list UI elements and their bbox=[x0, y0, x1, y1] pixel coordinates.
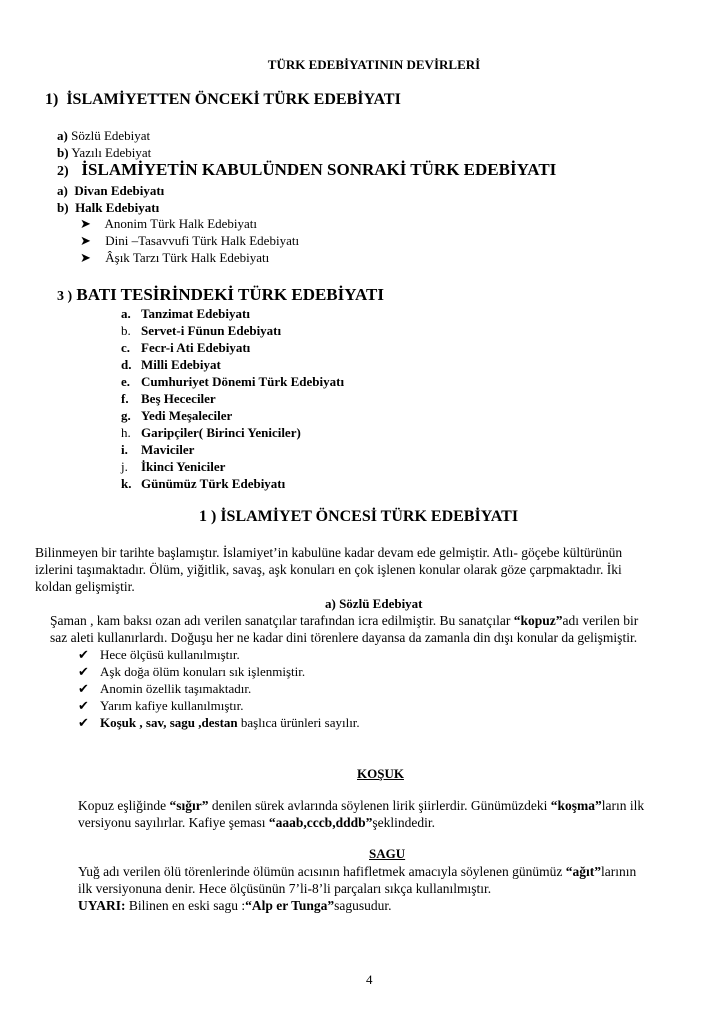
section3-item bbox=[121, 408, 232, 424]
chapter-title-text: 1 ) İSLAMİYET ÖNCESİ TÜRK EDEBİYATI bbox=[199, 508, 519, 525]
kosuk-text: şeklindedir. bbox=[372, 815, 435, 830]
section3-heading bbox=[57, 285, 384, 305]
item-text: Fecr-i Ati Edebiyatı bbox=[141, 340, 251, 355]
section3-number: 3 ) bbox=[57, 289, 73, 304]
item-marker: e. bbox=[121, 374, 131, 389]
kosuk-term: “koşma” bbox=[550, 798, 602, 813]
section2-item bbox=[57, 200, 159, 216]
item-text: Halk Edebiyatı bbox=[75, 200, 160, 215]
subitem-text: Âşık Tarzı Türk Halk Edebiyatı bbox=[105, 250, 270, 265]
item-text: Beş Hececiler bbox=[141, 391, 216, 406]
kosuk-text: versiyonu sayılırlar. Kafiye şeması bbox=[78, 815, 269, 830]
section3-item bbox=[121, 476, 285, 492]
check-term: Koşuk , sav, sagu ,destan bbox=[100, 715, 238, 730]
section3-item bbox=[121, 323, 281, 339]
item-text: Yedi Meşaleciler bbox=[141, 408, 233, 423]
item-text: Sözlü Edebiyat bbox=[71, 128, 151, 143]
sozlu-text: adı verilen bir bbox=[562, 613, 639, 628]
section3-item bbox=[121, 391, 216, 407]
item-marker: a) bbox=[57, 183, 68, 198]
check-text: başlıca ürünleri sayılır. bbox=[237, 715, 360, 730]
page-title bbox=[0, 57, 728, 73]
item-marker: a) bbox=[57, 128, 68, 143]
section2-title: İSLAMİYETİN KABULÜNDEN SONRAKİ TÜRK EDEBİYATI bbox=[81, 160, 557, 179]
page-title-text: TÜRK EDEBİYATININ DEVİRLERİ bbox=[267, 57, 481, 72]
chapter-title bbox=[199, 508, 518, 526]
section3-item bbox=[121, 306, 250, 322]
section3-item bbox=[121, 340, 250, 356]
page-number: 4 bbox=[366, 972, 373, 987]
section3-title: BATI TESİRİNDEKİ TÜRK EDEBİYATI bbox=[76, 285, 384, 304]
intro-line: izlerini taşımaktadır. Ölüm, yiğitlik, savaş, aşk konuları en çok işlenen konular olarak göze çarpmaktadır. İki bbox=[35, 562, 622, 577]
item-text: İkinci Yeniciler bbox=[141, 459, 226, 474]
section1-title: İSLAMİYETTEN ÖNCEKİ TÜRK EDEBİYATI bbox=[66, 91, 401, 108]
kosuk-text: ların ilk bbox=[601, 798, 645, 813]
check-text: Anomin özellik taşımaktadır. bbox=[100, 681, 252, 696]
kosuk-term: “sığır” bbox=[169, 798, 209, 813]
kosuk-line bbox=[78, 798, 728, 814]
item-text: Günümüz Türk Edebiyatı bbox=[141, 476, 286, 491]
kosuk-text: Kopuz eşliğinde bbox=[78, 798, 170, 813]
subitem-text: Anonim Türk Halk Edebiyatı bbox=[104, 216, 258, 231]
sagu-heading: SAGU bbox=[369, 846, 406, 861]
kosuk-text: denilen sürek avlarında söylenen lirik şiirlerdir. Günümüzdeki bbox=[208, 798, 551, 813]
halk-subitem bbox=[80, 233, 299, 249]
sozlu-line: saz aleti kullanırlardı. Doğuşu her ne kadar dini törenlere dayansa da zamanla din dışı konular da gelişmiştir. bbox=[50, 630, 638, 645]
item-text: Yazılı Edebiyat bbox=[71, 145, 152, 160]
item-marker: d. bbox=[121, 357, 132, 372]
item-marker: b) bbox=[57, 200, 69, 215]
item-marker: f. bbox=[121, 391, 129, 406]
item-text: Tanzimat Edebiyatı bbox=[141, 306, 250, 321]
sozlu-term: “kopuz” bbox=[513, 613, 563, 628]
sagu-term: “ağıt” bbox=[565, 864, 601, 879]
sozlu-line bbox=[50, 613, 710, 629]
section1-item bbox=[57, 128, 150, 144]
check-item bbox=[78, 698, 243, 714]
warning-label: UYARI: bbox=[78, 898, 126, 913]
item-marker: b. bbox=[121, 323, 131, 338]
check-text: Yarım kafiye kullanılmıştır. bbox=[100, 698, 244, 713]
section3-item bbox=[121, 357, 221, 373]
arrow-bullet-icon: ➤ bbox=[80, 250, 91, 265]
item-text: Cumhuriyet Dönemi Türk Edebiyatı bbox=[141, 374, 345, 389]
item-text: Maviciler bbox=[141, 442, 195, 457]
item-marker: c. bbox=[121, 340, 131, 355]
sozlu-text: Şaman , kam baksı ozan adı verilen sanatçılar tarafından icra edilmiştir. Bu sanatçılar bbox=[50, 613, 514, 628]
section2-item bbox=[57, 183, 164, 199]
check-item bbox=[78, 715, 360, 731]
check-item bbox=[78, 647, 240, 663]
intro-line: Bilinmeyen bir tarihte başlamıştır. İslamiyet’in kabulüne kadar devam ede gelmiştir. Atlı- göçebe kültürünün bbox=[35, 545, 623, 560]
item-marker: i. bbox=[121, 442, 128, 457]
check-text: Aşk doğa ölüm konuları sık işlenmiştir. bbox=[100, 664, 306, 679]
item-text: Milli Edebiyat bbox=[141, 357, 221, 372]
sagu-line bbox=[78, 864, 728, 880]
check-bullet-icon: ✔ bbox=[78, 681, 89, 696]
intro-line: koldan gelişmiştir. bbox=[35, 579, 135, 594]
check-bullet-icon: ✔ bbox=[78, 664, 89, 679]
arrow-bullet-icon: ➤ bbox=[80, 233, 91, 248]
section2-heading bbox=[57, 160, 556, 180]
section1-number: 1) bbox=[45, 91, 59, 108]
item-text: Servet-i Fünun Edebiyatı bbox=[141, 323, 282, 338]
section1-heading bbox=[45, 91, 401, 109]
section3-item bbox=[121, 442, 194, 458]
subitem-text: Dini –Tasavvufi Türk Halk Edebiyatı bbox=[105, 233, 300, 248]
item-text: Divan Edebiyatı bbox=[74, 183, 165, 198]
kosuk-heading: KOŞUK bbox=[357, 766, 404, 781]
warning-text: sagusudur. bbox=[334, 898, 392, 913]
check-bullet-icon: ✔ bbox=[78, 715, 89, 730]
check-bullet-icon: ✔ bbox=[78, 647, 89, 662]
warning-term: “Alp er Tunga” bbox=[245, 898, 335, 913]
arrow-bullet-icon: ➤ bbox=[80, 216, 91, 231]
sagu-text: Yuğ adı verilen ölü törenlerinde ölümün acısının hafifletmek amacıyla söylenen günümüz bbox=[78, 864, 566, 879]
section2-number: 2) bbox=[57, 164, 69, 179]
section3-item bbox=[121, 374, 344, 390]
kosuk-line bbox=[78, 815, 728, 831]
sozlu-heading: a) Sözlü Edebiyat bbox=[325, 596, 423, 611]
item-marker: b) bbox=[57, 145, 69, 160]
section3-item bbox=[121, 425, 301, 441]
sagu-text: larının bbox=[600, 864, 637, 879]
section1-item bbox=[57, 145, 151, 161]
item-marker: g. bbox=[121, 408, 131, 423]
item-marker: k. bbox=[121, 476, 132, 491]
check-text: Hece ölçüsü kullanılmıştır. bbox=[100, 647, 240, 662]
sagu-line: ilk versiyonuna denir. Hece ölçüsünün 7’li-8’li parçaları sıkça kullanılmıştır. bbox=[78, 881, 492, 896]
section3-item bbox=[121, 459, 225, 475]
check-bullet-icon: ✔ bbox=[78, 698, 89, 713]
item-marker: j. bbox=[121, 459, 128, 474]
halk-subitem bbox=[80, 216, 257, 232]
check-item bbox=[78, 681, 251, 697]
check-item bbox=[78, 664, 305, 680]
item-text: Garipçiler( Birinci Yeniciler) bbox=[141, 425, 301, 440]
warning-text: Bilinen en eski sagu : bbox=[125, 898, 246, 913]
halk-subitem bbox=[80, 250, 269, 266]
item-marker: a. bbox=[121, 306, 131, 321]
kosuk-term: “aaab,cccb,dddb” bbox=[268, 815, 373, 830]
sagu-warning bbox=[78, 898, 728, 914]
item-marker: h. bbox=[121, 425, 131, 440]
